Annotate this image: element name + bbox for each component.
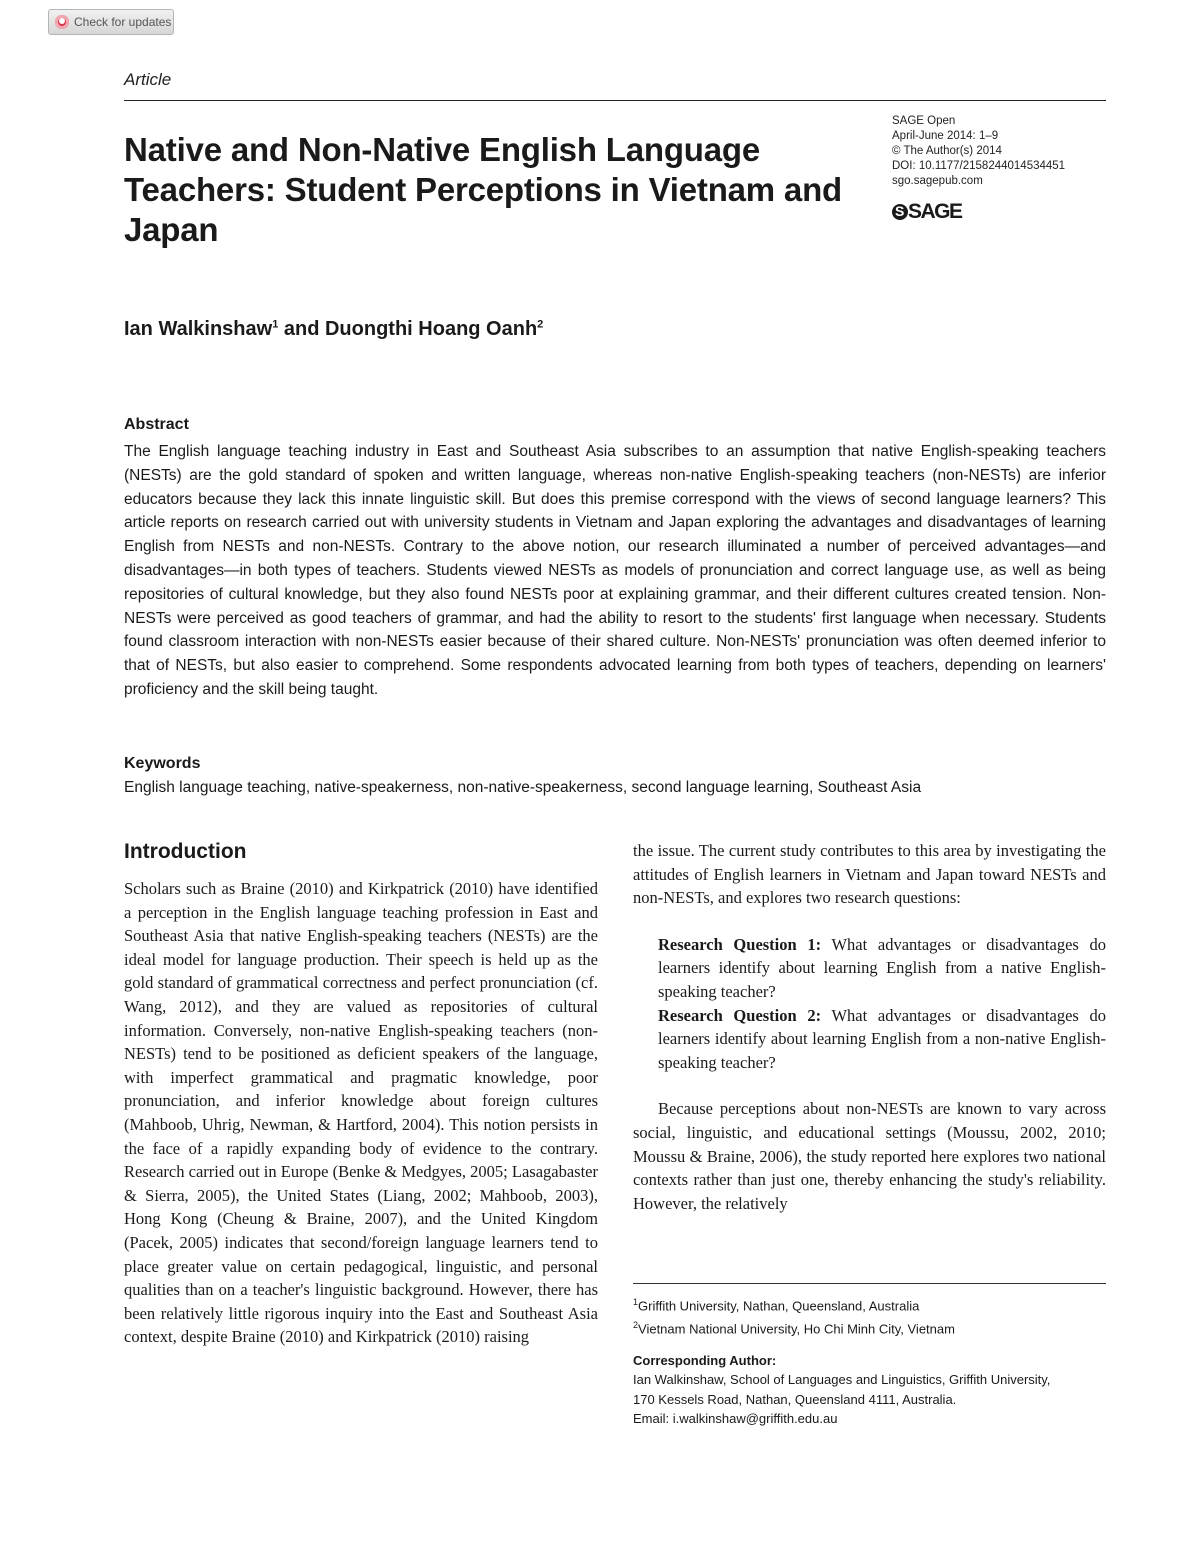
paragraph-spacer — [633, 910, 1106, 933]
journal-issue: April-June 2014: 1–9 — [892, 130, 999, 142]
affiliation-footnote — [633, 1293, 1113, 1316]
research-question-text: What advantages or disadvantages do learners identify about learning English from a native English-speaking teacher? — [658, 934, 1106, 1001]
check-for-updates-label: Check for updates — [74, 15, 172, 29]
sage-logo-text: SAGE — [908, 200, 962, 223]
corresponding-author-address: Ian Walkinshaw, School of Languages and Linguistics, Griffith University, — [633, 1372, 1051, 1388]
article-title: Native and Non-Native English Language Teachers: Student Perceptions in Vietnam and Japan — [124, 131, 842, 248]
introduction-paragraph: Because perceptions about non-NESTs are known to vary across social, linguistic, and educational settings (Moussu, 2002, 2010; Moussu & Braine, 2006), the study reported here explores two national contexts rather than just one, thereby enhancing the study's reliability. However, the relatively — [633, 1099, 1106, 1213]
keywords-heading: Keywords — [124, 755, 201, 772]
sage-logo-icon — [892, 204, 908, 220]
corresponding-author-label: Corresponding Author: — [633, 1352, 777, 1368]
article-type-label: Article — [124, 70, 172, 89]
author-line — [124, 318, 543, 341]
author-connector: and — [278, 318, 325, 340]
abstract-body: The English language teaching industry in East and Southeast Asia subscribes to an assumption that native English-speaking teachers (NESTs) are the gold standard of spoken and written language, whereas non-native English-speaking teachers (non-NESTs) are inferior educators because they lack this innate linguistic skill. But does this premise correspond with the views of second language learners? This article reports on research carried out with university students in Vietnam and Japan exploring the advantages and disadvantages of learning English from NESTs and non-NESTs. Contrary to the above notion, our research illuminated a number of perceived advantages—and disadvantages—in both types of teachers. Students viewed NESTs as models of pronunciation and correct language use, as well as being repositories of cultural knowledge, but they also found NESTs poor at explaining grammar, and their different cultures created tension. Non-NESTs were perceived as good teachers of grammar, and had the ability to resort to the students' first language when necessary. Students found classroom interaction with non-NESTs easier because of their shared culture. Non-NESTs' pronunciation was often deemed inferior to that of NESTs, but also easier to comprehend. Some respondents advocated learning from both types of teachers, depending on learners' proficiency and the skill being taught. — [124, 443, 1106, 698]
check-for-updates-button[interactable] — [48, 9, 174, 35]
research-question-1 — [658, 933, 1106, 1004]
check-for-updates-icon — [55, 15, 69, 29]
introduction-paragraph: the issue. The current study contributes to this area by investigating the attitudes of English learners in Vietnam and Japan toward NESTs and non-NESTs, and explores two research questions: — [633, 841, 1106, 908]
research-question-text: What advantages or disadvantages do learners identify about learning English from a non-native English-speaking teacher? — [658, 1005, 1106, 1072]
footnote-text: Griffith University, Nathan, Queensland, Australia — [638, 1298, 920, 1314]
research-question-label: Research Question 1: — [658, 934, 822, 954]
corresponding-author-email[interactable]: Email: i.walkinshaw@griffith.edu.au — [633, 1411, 838, 1427]
footnote-number: 1 — [633, 1297, 639, 1307]
abstract-heading: Abstract — [124, 416, 189, 433]
right-column — [633, 839, 1106, 1215]
introduction-paragraph: Scholars such as Braine (2010) and Kirkpatrick (2010) have identified a perception in the English language teaching profession in East and Southeast Asia that native English-speaking teachers (NESTs) are the ideal model for language production. Their speech is held up as the gold standard of grammatical correctness and perfect pronunciation (cf. Wang, 2012), and they are valued as repositories of cultural information. Conversely, non-native English-speaking teachers (non-NESTs) tend to be positioned as deficient speakers of the language, with imperfect grammatical and pragmatic knowledge, poor pronunciation, and inferior knowledge about foreign cultures (Mahboob, Uhrig, Newman, & Hartford, 2004). This notion persists in the face of a rapidly expanding body of evidence to the contrary. Research carried out in Europe (Benke & Medgyes, 2005; Lasagabaster & Sierra, 2005), the United States (Liang, 2002; Mahboob, 2003), Hong Kong (Cheung & Braine, 2007), and the United Kingdom (Pacek, 2005) indicates that second/foreign language learners tend to place greater value on certain pedagogical, linguistic, and personal qualities than on a teacher's linguistic background. However, there has been relatively little rigorous inquiry into the East and Southeast Asia context, despite Braine (2010) and Kirkpatrick (2010) raising — [124, 879, 598, 1347]
journal-url[interactable]: sgo.sagepub.com — [892, 175, 983, 187]
sage-logo — [892, 201, 962, 223]
footnotes — [633, 1293, 1113, 1429]
paragraph-spacer — [633, 1074, 1106, 1097]
keywords-list: English language teaching, native-speakerness, non-native-speakerness, second language learning, Southeast Asia — [124, 779, 922, 796]
journal-doi[interactable]: DOI: 10.1177/2158244014534451 — [892, 160, 1066, 172]
footnote-text: Vietnam National University, Ho Chi Minh City, Vietnam — [638, 1321, 955, 1337]
left-column — [124, 877, 598, 1349]
research-question-label: Research Question 2: — [658, 1005, 822, 1025]
author-name: Duongthi Hoang Oanh — [324, 318, 538, 340]
corresponding-author-address: 170 Kessels Road, Nathan, Queensland 4111, Australia. — [633, 1391, 957, 1407]
author-name: Ian Walkinshaw — [124, 318, 273, 340]
header-rule — [124, 100, 1106, 101]
affiliation-footnote — [633, 1316, 1113, 1339]
journal-meta — [892, 114, 1065, 189]
journal-copyright: © The Author(s) 2014 — [892, 145, 1002, 157]
research-question-2 — [658, 1004, 1106, 1075]
introduction-heading: Introduction — [124, 840, 247, 863]
footnote-number: 2 — [633, 1319, 639, 1330]
journal-name: SAGE Open — [892, 115, 956, 127]
footnote-rule — [633, 1283, 1106, 1284]
affiliation-marker: 2 — [537, 318, 544, 331]
affiliation-marker: 1 — [272, 318, 279, 331]
